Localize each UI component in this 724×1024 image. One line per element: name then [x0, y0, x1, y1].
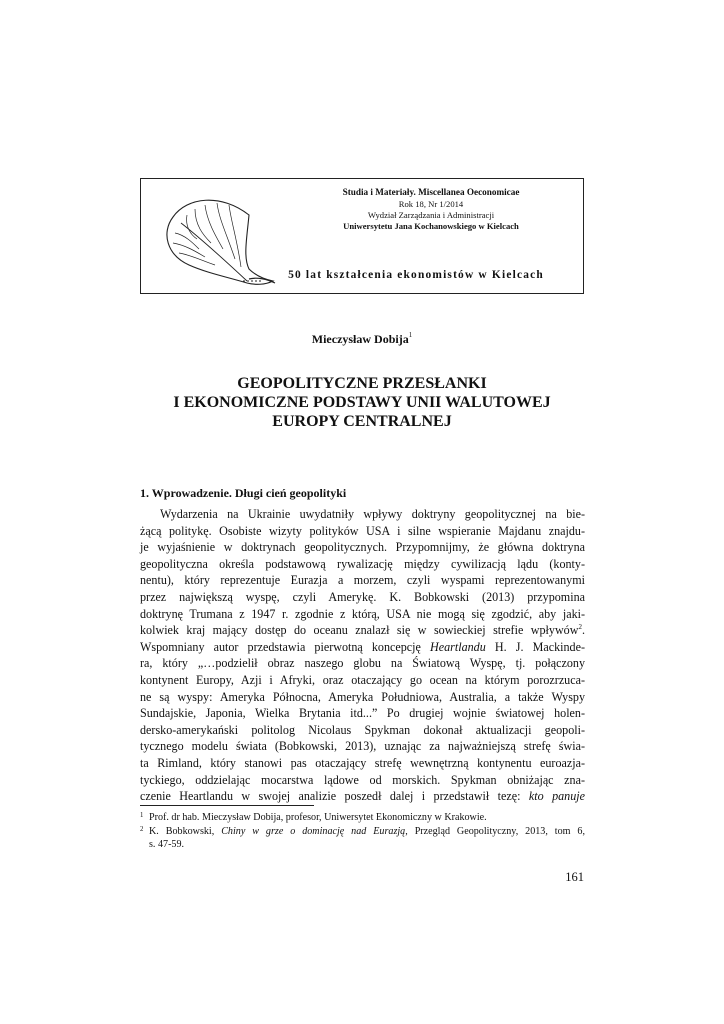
body-line: tycznego modelu świata (Bobkowski, 2013), uznając za najważniejszą strefę świa-: [140, 739, 585, 754]
author-name: Mieczysław Dobija: [311, 332, 409, 346]
body-line: Wydarzenia na Ukrainie uwydatniły wpływy doktryny geopolitycznej na bie-: [160, 507, 585, 521]
italic-term: kto panuje: [528, 789, 585, 804]
footnote-text-part: , Przegląd Geopolityczny, 2013, tom 6,: [405, 825, 586, 837]
body-line: ta Rimland, który stanowi pas otaczający strefę wewnętrzną kontynentu euroazja-: [140, 755, 585, 770]
title-line: I EKONOMICZNE PODSTAWY UNII WALUTOWEJ: [173, 394, 551, 411]
footnotes: [140, 811, 585, 852]
journal-title: Studia i Materiały. Miscellanea Oeconomicae: [342, 187, 520, 197]
body-line: żącą politykę. Osobiste wizyty polityków USA i silne wspieranie Majdanu znajdu-: [140, 523, 585, 538]
body-line: dersko-amerykański politolog Nicolaus Spykman dokonał aktualizacji geopoli-: [140, 722, 585, 737]
body-line: ne są wyspy: Ameryka Północna, Ameryka Południowa, Australia, a także Wyspy: [140, 689, 585, 704]
body-line: ra, który „…podzielił obraz naszego globu na Światową Wyspę, tj. połączony: [140, 656, 585, 671]
body-line: nentu), który reprezentuje Eurazja a morzem, czyli wyspami reprezentowanymi: [140, 573, 585, 588]
title-line: EUROPY CENTRALNEJ: [272, 413, 452, 430]
author-footnote-ref[interactable]: 1: [408, 331, 413, 339]
body-paragraph: [140, 506, 585, 805]
body-line-with-italic: [140, 639, 585, 656]
footnote-italic-title: Chiny w grze o dominację nad Eurazją: [221, 825, 406, 837]
body-line-text: kolwiek kraj mający dostęp do oceanu znalazł się w sowieckiej strefie wpływów: [140, 623, 579, 638]
author-line: [140, 331, 584, 347]
footnote-number: 2: [140, 825, 144, 833]
body-line-with-italic: [140, 788, 585, 805]
footnote-1: [140, 811, 585, 825]
body-line: tyckiego, oddzielając mocarstwa lądowe od morskich. Spykman obniżając zna-: [140, 772, 585, 787]
body-line: je wyjaśnienie w doktrynach geopolitycznych. Przypomnijmy, że główna doktryna: [140, 540, 585, 555]
footnote-2: [140, 825, 585, 852]
body-line: Sundajskie, Japonia, Wielka Brytania itd...” Po drugiej wojnie światowej holen-: [140, 706, 585, 721]
page-number: 161: [565, 870, 584, 884]
journal-issue: Rok 18, Nr 1/2014: [398, 199, 464, 209]
footnote-ref-2[interactable]: 2: [578, 623, 582, 632]
journal-header-box: [140, 178, 584, 294]
journal-university: Uniwersytetu Jana Kochanowskiego w Kielcach: [343, 221, 519, 231]
italic-term: Heartlandu: [430, 639, 486, 654]
journal-banner: 50 lat kształcenia ekonomistów w Kielcach: [288, 269, 544, 281]
body-line-period: .: [581, 623, 585, 638]
footnote-text: s. 47-59.: [149, 839, 185, 851]
body-line-text: Wspomniany autor przedstawia pierwotną koncepcję: [140, 639, 431, 654]
journal-department: Wydział Zarządzania i Administracji: [367, 210, 495, 220]
footnote-text-part: K. Bobkowski,: [149, 825, 222, 837]
title-line: GEOPOLITYCZNE PRZESŁANKI: [237, 375, 487, 392]
footnote-number: 1: [140, 812, 144, 819]
footnote-text: [149, 825, 585, 839]
body-line: przez największą wyspę, czyli Amerykę. K. Bobkowski (2013) przypomina: [140, 589, 585, 604]
section-heading: 1. Wprowadzenie. Długi cień geopolityki: [140, 486, 347, 500]
body-line-text: H. J. Mackinde-: [485, 639, 585, 654]
body-line: kontynent Europy, Azji i Afryki, oraz otaczający go ocean na którym porozrzuca-: [140, 672, 585, 687]
footnote-text: Prof. dr hab. Mieczysław Dobija, profesor, Uniwersytet Ekonomiczny w Krakowie.: [149, 812, 487, 823]
body-line: doktrynę Trumana z 1947 r. zgodnie z którą, USA nie mogą się zgodzić, aby jaki-: [140, 606, 585, 621]
body-line-with-ref: [140, 622, 585, 639]
body-line: geopolityczna określa podstawową rywalizację między cywilizacją lądu (konty-: [140, 556, 585, 571]
body-line-text: czenie Heartlandu w swojej analizie poszedł dalej i przedstawił tezę:: [140, 789, 529, 804]
footnote-divider: [140, 805, 314, 806]
paper-title: [140, 374, 584, 431]
